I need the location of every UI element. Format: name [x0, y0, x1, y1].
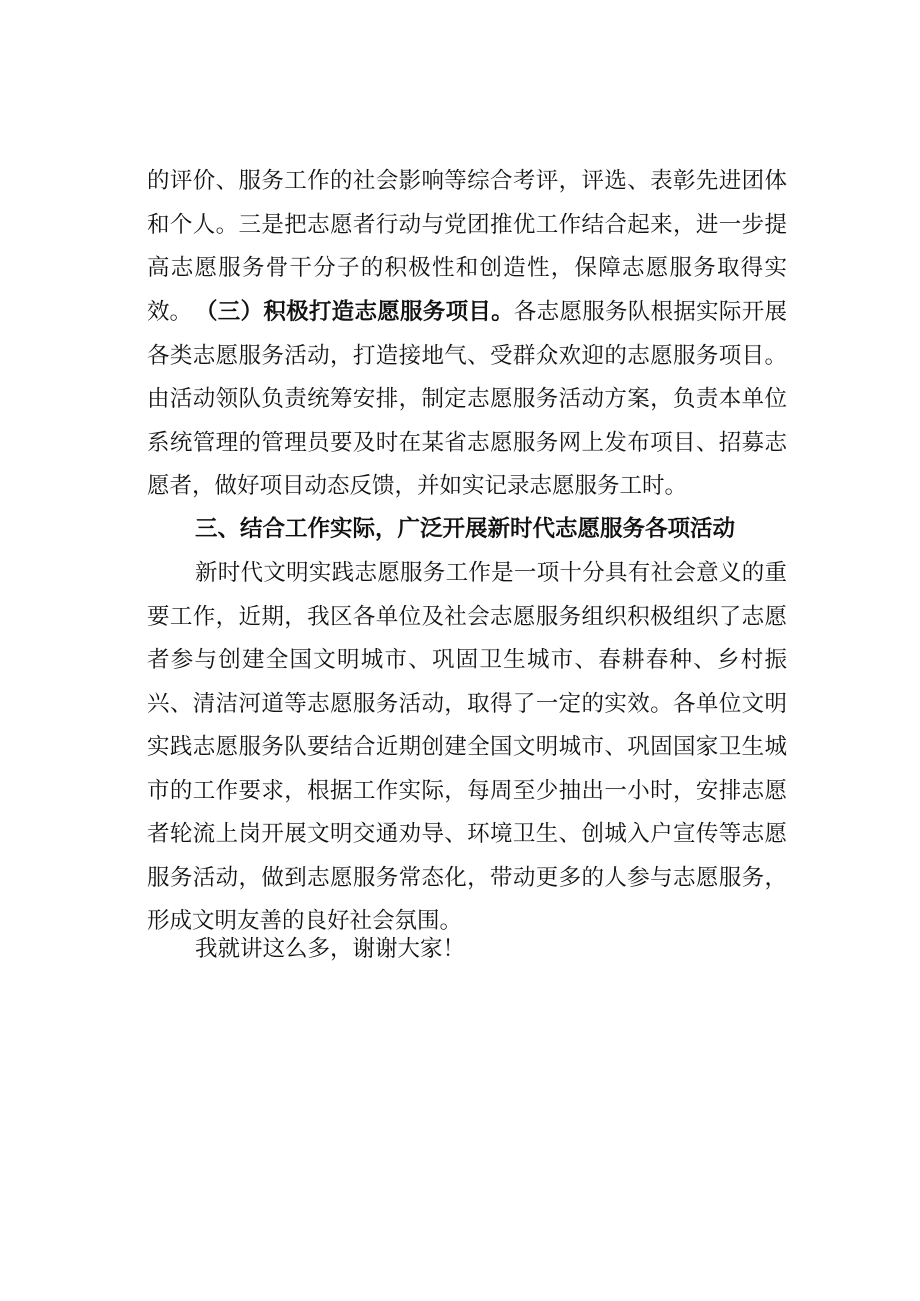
- section-3-subheading: （三）积极打造志愿服务项目。: [195, 299, 514, 325]
- paragraph-volunteer-projects-body: 各志愿服务队根据实际开展各类志愿服务活动，打造接地气、受群众欢迎的志愿服务项目。由活动领队负责统筹安排，制定志愿服务活动方案，负责本单位系统管理的管理员要及时在某省志愿服务网上发布项目、招募志愿者，做好项目动态反馈，并如实记录志愿服务工时。: [147, 299, 787, 499]
- section-heading-three: 三、结合工作实际，广泛开展新时代志愿服务各项活动: [195, 516, 736, 542]
- closing-remark: 我就讲这么多，谢谢大家！: [195, 936, 466, 962]
- paragraph-new-era-volunteering: 新时代文明实践志愿服务工作是一项十分具有社会意义的重要工作，近期，我区各单位及社会志愿服务组织积极组织了志愿者参与创建全国文明城市、巩固卫生城市、春耕春种、乡村振兴、清洁河道等志愿服务活动，取得了一定的实效。各单位文明实践志愿服务队要结合近期创建全国文明城市、巩固国家卫生城市的工作要求，根据工作实际，每周至少抽出一小时，安排志愿者轮流上岗开展文明交通劝导、环境卫生、创城入户宣传等志愿服务活动，做到志愿服务常态化，带动更多的人参与志愿服务，形成文明友善的良好社会氛围。: [147, 560, 787, 934]
- paragraph-volunteer-projects: [147, 291, 787, 509]
- paragraph-evaluation: 的评价、服务工作的社会影响等综合考评，评选、表彰先进团体和个人。三是把志愿者行动与党团推优工作结合起来，进一步提高志愿服务骨干分子的积极性和创造性，保障志愿服务取得实效。: [147, 168, 787, 325]
